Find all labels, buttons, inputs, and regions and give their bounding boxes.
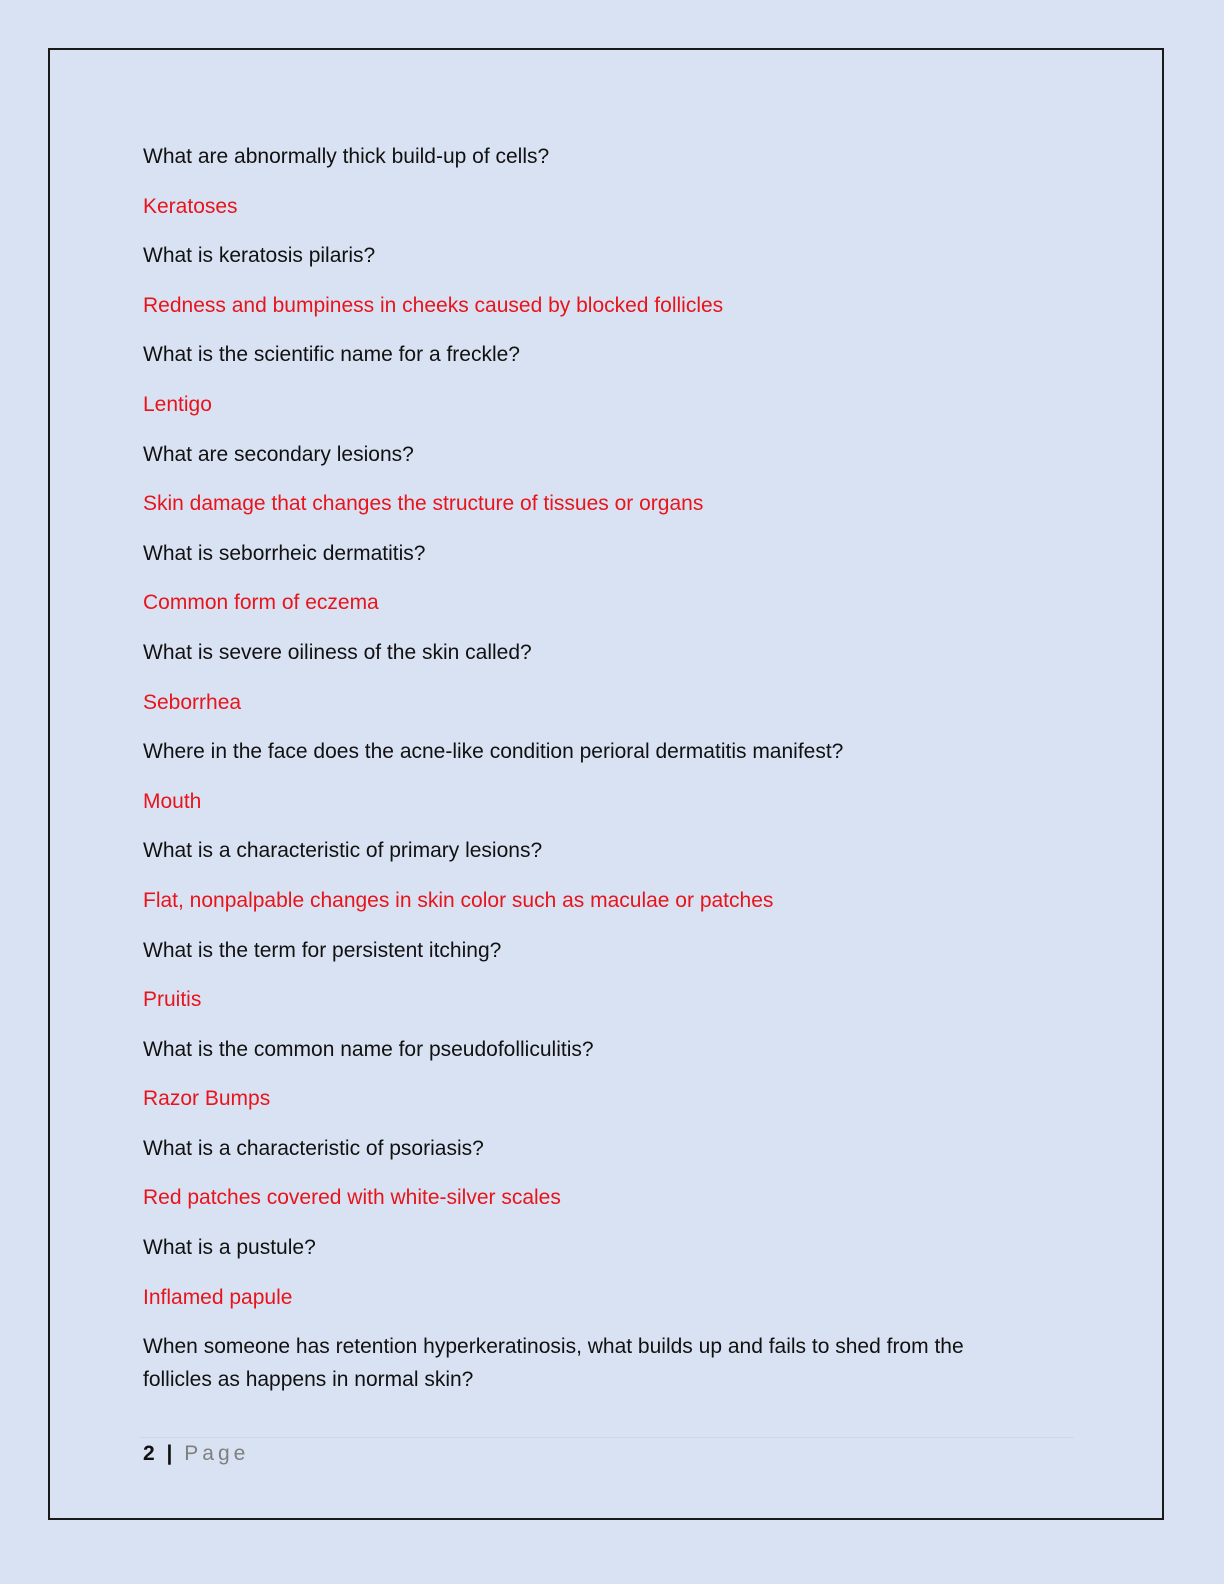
question-line: When someone has retention hyperkeratinosis, what builds up and fails to shed from the follicles as happens in normal skin? <box>143 1335 964 1392</box>
answer-line: Lentigo <box>143 392 212 416</box>
answer-line: Common form of eczema <box>143 591 379 615</box>
question-line: What is the term for persistent itching? <box>143 938 502 962</box>
question-line: What is a characteristic of psoriasis? <box>143 1136 484 1160</box>
answer-line: Redness and bumpiness in cheeks caused by blocked follicles <box>143 293 724 317</box>
answer-line: Keratoses <box>143 194 238 218</box>
question-line: What is a characteristic of primary lesions? <box>143 839 543 863</box>
answer-line: Razor Bumps <box>143 1087 271 1111</box>
answer-line: Mouth <box>143 789 202 813</box>
qa-list <box>143 140 1023 1413</box>
answer-line: Red patches covered with white-silver scales <box>143 1186 561 1210</box>
question-line: What are secondary lesions? <box>143 442 414 466</box>
question-line: Where in the face does the acne-like condition perioral dermatitis manifest? <box>143 740 844 764</box>
answer-line: Skin damage that changes the structure of tissues or organs <box>143 492 704 516</box>
answer-line: Flat, nonpalpable changes in skin color such as maculae or patches <box>143 888 774 912</box>
answer-line: Seborrhea <box>143 690 242 714</box>
answer-line: Pruitis <box>143 988 202 1012</box>
question-line: What is seborrheic dermatitis? <box>143 541 426 565</box>
question-line: What is severe oiliness of the skin called? <box>143 640 532 664</box>
page-footer <box>143 1440 249 1468</box>
page-number: 2 <box>143 1442 155 1465</box>
page-label: Page <box>184 1442 250 1465</box>
question-line: What is keratosis pilaris? <box>143 244 376 268</box>
question-line: What is the scientific name for a freckle? <box>143 343 520 367</box>
question-line: What is the common name for pseudofolliculitis? <box>143 1037 594 1061</box>
answer-line: Inflamed papule <box>143 1285 293 1309</box>
footer-divider <box>140 1437 1074 1438</box>
question-line: What are abnormally thick build-up of cells? <box>143 145 550 168</box>
question-line: What is a pustule? <box>143 1236 316 1260</box>
footer-separator: | <box>166 1442 173 1465</box>
